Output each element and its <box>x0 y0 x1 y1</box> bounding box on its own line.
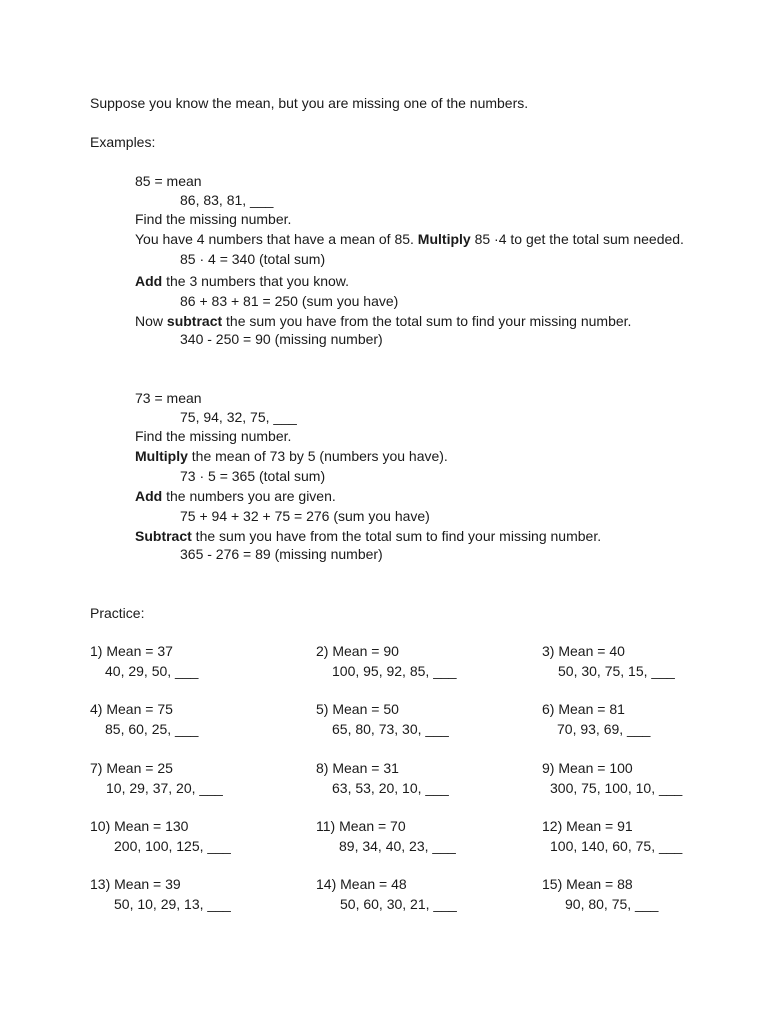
practice-problem <box>542 760 683 796</box>
practice-problem-mean: 10) Mean = 130 <box>90 818 189 834</box>
practice-problem-mean: 7) Mean = 25 <box>90 760 173 776</box>
practice-problem-mean: 8) Mean = 31 <box>316 760 399 776</box>
practice-problem-mean: 1) Mean = 37 <box>90 643 173 659</box>
practice-problem-mean: 12) Mean = 91 <box>542 818 633 834</box>
practice-problem-numbers: 100, 95, 92, 85, ___ <box>332 663 457 679</box>
practice-problem-numbers: 50, 10, 29, 13, ___ <box>114 896 231 912</box>
practice-problem-mean: 13) Mean = 39 <box>90 876 181 892</box>
practice-problem <box>542 701 651 737</box>
practice-problem <box>90 701 199 737</box>
practice-problem-mean: 15) Mean = 88 <box>542 876 633 892</box>
example-1-mean: 85 = mean <box>135 173 202 189</box>
example-2-find: Find the missing number. <box>135 428 292 444</box>
practice-problem-numbers: 90, 80, 75, ___ <box>565 896 659 912</box>
practice-problem <box>542 643 675 679</box>
practice-problem <box>316 643 457 679</box>
practice-problem-mean: 9) Mean = 100 <box>542 760 633 776</box>
practice-problem <box>316 876 457 912</box>
practice-heading: Practice: <box>90 605 145 621</box>
practice-problem <box>90 643 199 679</box>
practice-problem-mean: 4) Mean = 75 <box>90 701 173 717</box>
practice-problem-numbers: 40, 29, 50, ___ <box>105 663 199 679</box>
practice-problem-mean: 3) Mean = 40 <box>542 643 625 659</box>
practice-problem-numbers: 50, 30, 75, 15, ___ <box>558 663 675 679</box>
example-1-find: Find the missing number. <box>135 211 292 227</box>
practice-problem-numbers: 85, 60, 25, ___ <box>105 721 199 737</box>
practice-problem-numbers: 70, 93, 69, ___ <box>557 721 651 737</box>
practice-problem <box>542 876 659 912</box>
example-1-step-2: Add the 3 numbers that you know. <box>135 273 349 289</box>
practice-problem-mean: 14) Mean = 48 <box>316 876 407 892</box>
practice-problem-mean: 6) Mean = 81 <box>542 701 625 717</box>
practice-problem-numbers: 300, 75, 100, 10, ___ <box>550 780 683 796</box>
examples-heading: Examples: <box>90 134 156 150</box>
example-2-calc-1: 73 · 5 = 365 (total sum) <box>180 468 326 484</box>
practice-problem-numbers: 65, 80, 73, 30, ___ <box>332 721 449 737</box>
example-2-step-1: Multiply the mean of 73 by 5 (numbers you have). <box>135 448 448 464</box>
practice-problem-mean: 5) Mean = 50 <box>316 701 399 717</box>
example-1-step-3: Now subtract the sum you have from the total sum to find your missing number. <box>135 313 632 329</box>
practice-problem-numbers: 50, 60, 30, 21, ___ <box>340 896 457 912</box>
practice-problem-numbers: 200, 100, 125, ___ <box>114 838 231 854</box>
practice-problem <box>90 760 223 796</box>
example-2-mean: 73 = mean <box>135 390 202 406</box>
example-1-step-1: You have 4 numbers that have a mean of 85. Multiply 85 ·4 to get the total sum needed. <box>135 231 684 247</box>
practice-problem-numbers: 100, 140, 60, 75, ___ <box>550 838 683 854</box>
practice-problem <box>90 876 231 912</box>
example-2-step-2: Add the numbers you are given. <box>135 488 336 504</box>
practice-problem-numbers: 10, 29, 37, 20, ___ <box>106 780 223 796</box>
practice-problem <box>316 818 456 854</box>
example-1-numbers: 86, 83, 81, ___ <box>180 192 274 208</box>
example-1-calc-1: 85 · 4 = 340 (total sum) <box>180 251 326 267</box>
practice-problem <box>542 818 683 854</box>
practice-problem-numbers: 63, 53, 20, 10, ___ <box>332 780 449 796</box>
practice-problem-mean: 11) Mean = 70 <box>316 818 406 834</box>
practice-problem-numbers: 89, 34, 40, 23, ___ <box>339 838 456 854</box>
practice-problem <box>90 818 231 854</box>
example-2-step-3: Subtract the sum you have from the total sum to find your missing number. <box>135 528 602 544</box>
example-1-calc-2: 86 + 83 + 81 = 250 (sum you have) <box>180 293 399 309</box>
practice-problem <box>316 760 449 796</box>
example-2-numbers: 75, 94, 32, 75, ___ <box>180 409 297 425</box>
example-2-calc-2: 75 + 94 + 32 + 75 = 276 (sum you have) <box>180 508 430 524</box>
intro-text: Suppose you know the mean, but you are missing one of the numbers. <box>90 95 529 111</box>
practice-problem-mean: 2) Mean = 90 <box>316 643 399 659</box>
practice-problem <box>316 701 449 737</box>
example-1-calc-3: 340 - 250 = 90 (missing number) <box>180 331 383 347</box>
example-2-calc-3: 365 - 276 = 89 (missing number) <box>180 546 383 562</box>
